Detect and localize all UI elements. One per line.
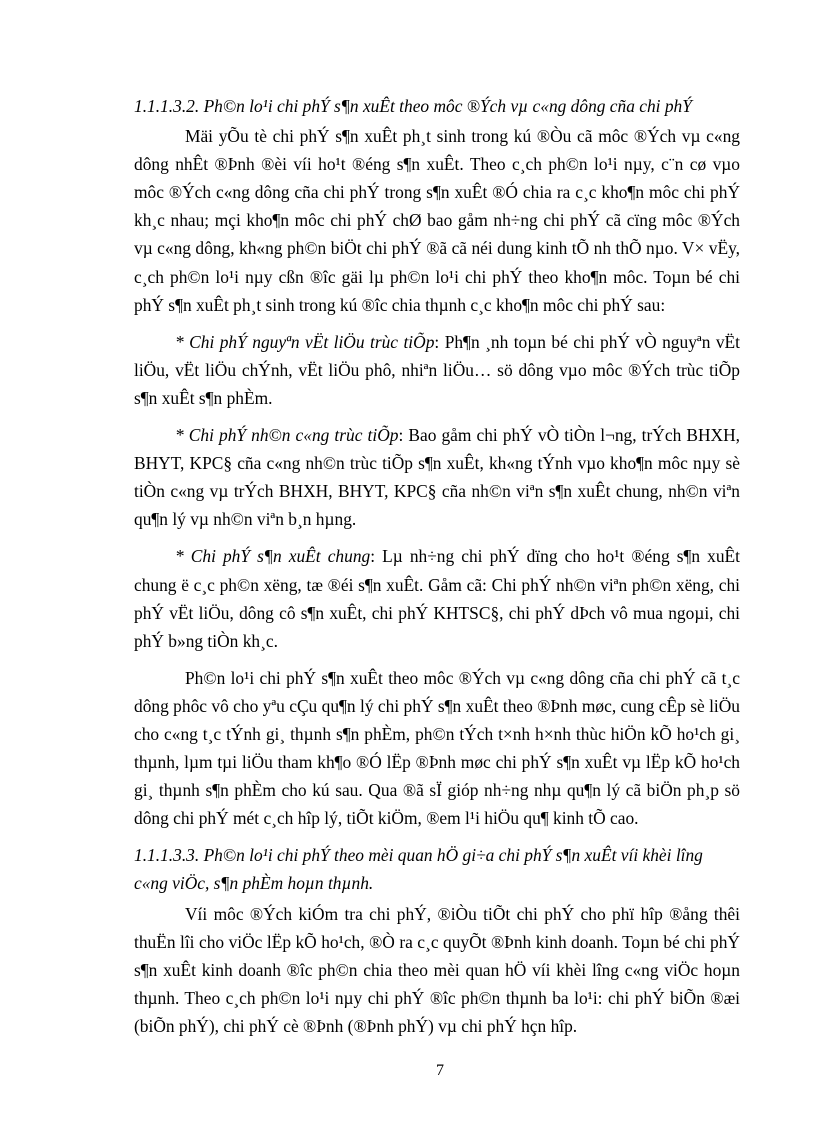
section-heading-1-1-1-3-3: 1.1.1.3.3. Ph©n lo¹i chi phÝ theo mèi quan hÖ gi÷a chi phÝ s¶n xuÊt víi khèi lîng c«ng viÖc, s¶n phÈm hoµn thµnh. bbox=[134, 845, 703, 894]
paragraph-cost-purpose: Mäi yÕu tè chi phÝ s¶n xuÊt ph¸t sinh trong kú ®Òu cã môc ®Ých vµ c«ng dông nhÊt ®Þnh ®èi víi ho¹t ®éng s¶n xuÊt. Theo c¸ch ph©n lo¹i nµy, c¨n cø vµo môc ®Ých c«ng dông cña chi phÝ trong s¶n xuÊt ®Ó chia ra c¸c kho¶n môc chi phÝ kh¸c nhau; mçi kho¶n môc chi phÝ chØ bao gåm nh÷ng chi phÝ cã cïng môc ®Ých vµ c«ng dông, kh«ng ph©n biÖt chi phÝ ®ã cã néi dung kinh tÕ nh thÕ nµo. V× vËy, c¸ch ph©n lo¹i nµy cßn ®îc gäi lµ ph©n lo¹i chi phÝ theo kho¶n môc. Toµn bé chi phÝ s¶n xuÊt ph¸t sinh trong kú ®îc chia thµnh c¸c kho¶n môc chi phÝ sau: bbox=[134, 126, 740, 315]
item-text: : Lµ nh÷ng chi phÝ dïng cho ho¹t ®éng s¶n xuÊt chung ë c¸c ph©n xëng, tæ ®éi s¶n xuÊt. Gåm cã: Chi phÝ nh©n viªn ph©n xëng, chi phÝ vËt liÖu, dông cô s¶n xuÊt, chi phÝ KHTSC§, chi phÝ dÞch vô mua ngoµi, chi phÝ b»ng tiÒn kh¸c. bbox=[134, 546, 740, 651]
document-page bbox=[134, 92, 740, 1049]
item-lead: * Chi phÝ nguyªn vËt liÖu trùc tiÕp bbox=[175, 331, 435, 352]
item-text: : Bao gåm chi phÝ vÒ tiÒn l¬ng, trÝch BHXH, BHYT, KPC§ cña c«ng nh©n trùc tiÕp s¶n xuÊt, kh«ng tÝnh vµo kho¶n môc nµy sè tiÒn c«ng vµ trÝch BHXH, BHYT, KPC§ cña nh©n viªn s¶n xuÊt chung, nh©n viªn qu¶n lý vµ nh©n viªn b¸n hµng. bbox=[134, 425, 740, 530]
paragraph-classification-effect: Ph©n lo¹i chi phÝ s¶n xuÊt theo môc ®Ých vµ c«ng dông cña chi phÝ cã t¸c dông phôc vô cho yªu cÇu qu¶n lý chi phÝ s¶n xuÊt theo ®Þnh møc, cung cÊp sè liÖu cho c«ng t¸c tÝnh gi¸ thµnh s¶n phÈm, ph©n tÝch t×nh h×nh thùc hiÖn kÕ ho¹ch gi¸ thµnh, lµm tµi liÖu tham kh¶o ®Ó lËp ®Þnh møc chi phÝ s¶n xuÊt vµ lËp kÕ ho¹ch gi¸ thµnh s¶n phÈm cho kú sau. Qua ®ã sÏ gióp nh÷ng nhµ qu¶n lý cã biÖn ph¸p sö dông chi phÝ mét c¸ch hîp lý, tiÕt kiÖm, ®em l¹i hiÖu qu¶ kinh tÕ cao. bbox=[134, 667, 740, 829]
list-item-general-production-cost bbox=[134, 542, 740, 654]
list-item-direct-material-cost bbox=[134, 328, 740, 412]
item-lead: * Chi phÝ s¶n xuÊt chung bbox=[175, 546, 371, 567]
item-text: : Ph¶n ¸nh toµn bé chi phÝ vÒ nguyªn vËt liÖu, vËt liÖu chÝnh, vËt liÖu phô, nhiªn liÖu… sö dông vµo môc ®Ých trùc tiÕp s¶n xuÊt s¶n phÈm. bbox=[134, 331, 740, 408]
page-number: 7 bbox=[436, 1062, 444, 1079]
list-item-direct-labor-cost bbox=[134, 421, 740, 533]
item-lead: * Chi phÝ nh©n c«ng trùc tiÕp bbox=[175, 425, 399, 446]
paragraph-cost-behavior: Víi môc ®Ých kiÓm tra chi phÝ, ®iÒu tiÕt chi phÝ cho phï hîp ®ång thêi thuËn lîi cho viÖc lËp kÕ ho¹ch, ®Ò ra c¸c quyÕt ®Þnh kinh doanh. Toµn bé chi phÝ s¶n xuÊt kinh doanh ®îc ph©n chia theo mèi quan hÖ víi khèi lîng c«ng viÖc hoµn thµnh. Theo c¸ch ph©n lo¹i nµy chi phÝ ®îc ph©n thµnh ba lo¹i: chi phÝ biÕn ®æi (biÕn phÝ), chi phÝ cè ®Þnh (®Þnh phÝ) vµ chi phÝ hçn hîp. bbox=[134, 903, 740, 1036]
section-heading-1-1-1-3-2: 1.1.1.3.2. Ph©n lo¹i chi phÝ s¶n xuÊt theo môc ®Ých vµ c«ng dông cña chi phÝ bbox=[134, 96, 692, 116]
